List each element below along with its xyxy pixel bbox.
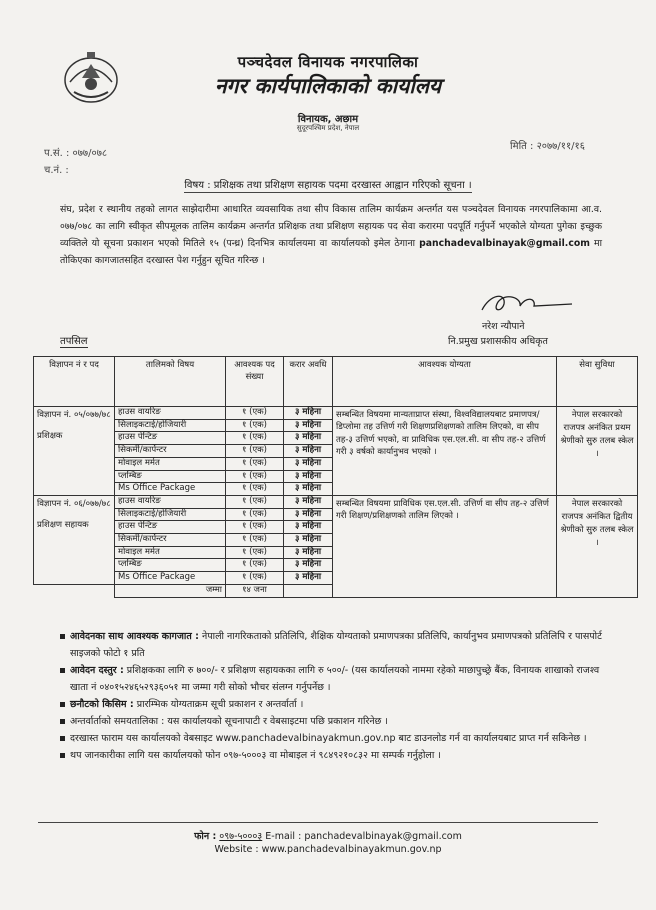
duration-cell: ३ महिना (284, 534, 333, 547)
duration-cell: ३ महिना (284, 572, 333, 585)
subject-cell: हाउस पेन्टिङ (115, 432, 226, 445)
qualification-cell: सम्बन्धित विषयमा प्राविधिक एस.एल.सी. उत्तिर्ण वा सीप तह-२ उत्तिर्ण गरी शिक्षण/प्रशिक्षणको तालिम लिएको । (333, 495, 557, 597)
footer-email-label: E-mail : (265, 831, 302, 842)
count-cell: १ (एक) (226, 407, 284, 420)
office-name: नगर कार्यपालिकाको कार्यालय (214, 74, 442, 98)
list-item: थप जानकारीका लागि यस कार्यालयको फोन ०९७-५०००३ वा मोबाइल नं ९८४९२१०८३२ मा सम्पर्क गर्नुहोला । (60, 747, 620, 764)
count-cell: १ (एक) (226, 521, 284, 534)
post-name: प्रशिक्षण सहायक (37, 519, 89, 530)
col-benefit: सेवा सुविधा (557, 357, 638, 407)
subject-cell: मोवाइल मर्मत (115, 546, 226, 559)
count-cell: १ (एक) (226, 432, 284, 445)
table-row (34, 495, 638, 508)
subject-cell: सिलाइकटाई/होजियारी (115, 419, 226, 432)
duration-cell: ३ महिना (284, 445, 333, 458)
col-adv: विज्ञापन नं र पद (34, 357, 115, 407)
adv-cell (34, 407, 115, 496)
body-text: संघ, प्रदेश र स्थानीय तहको लागत साझेदारीमा आधारित व्यवसायिक तथा सीप विकास तालिम कार्यक्रम अन्तर्गत यस पञ्चदेवल विनायक नगरपालिकामा आ.व. ०७७/०७८ का लागि स्वीकृत सीपमूलक तालिम कार्यक्रम अन्तर्गत प्रशिक्षक तथा प्रशिक्षण सहायक पद सेवा करारमा पदपूर्ति गर्नुपर्ने भएकोले योग्यता पुगेका इच्छुक व्यक्तिले यो सूचना प्रकाशन भएको मितिले १५ (पन्ध्र) दिनभित्र कार्यालयमा वा कार्यालयको इमेल ठेगाना (60, 204, 602, 249)
subject-cell: हाउस पेन्टिङ (115, 521, 226, 534)
count-cell: १ (एक) (226, 495, 284, 508)
count-cell: १ (एक) (226, 572, 284, 585)
notice-date: मिति : २०७७/११/१६ (510, 141, 585, 152)
total-label: जम्मा (115, 584, 226, 597)
office-address: सुदूरपश्चिम प्रदेश, नेपाल (296, 124, 360, 132)
count-cell: १ (एक) (226, 483, 284, 496)
signer-name: नरेश न्यौपाने (482, 321, 525, 332)
body-email: panchadevalbinayak@gmail.com (419, 238, 590, 249)
subject-cell: प्लम्बिङ (115, 559, 226, 572)
subject-cell: प्लम्बिङ (115, 470, 226, 483)
count-cell: १ (एक) (226, 534, 284, 547)
table-row (34, 407, 638, 420)
subject-cell: सिलाइकटाई/होजियारी (115, 508, 226, 521)
body-text-end: मा तोकिएका कागजातसहित दरखास्त पेश गर्नुहुन सूचित गरिन्छ । (60, 238, 602, 266)
count-cell: १ (एक) (226, 508, 284, 521)
reference-number: प.सं. : ०७७/०७८ (44, 148, 108, 159)
benefit-cell: नेपाल सरकारको राजपत्र अनंकित प्रथम श्रेणीको सुरु तलब स्केल । (557, 407, 638, 496)
subject-cell: हाउस वायरिङ (115, 495, 226, 508)
footer-phone-label: फोन : (194, 831, 217, 842)
footer-website-label: Website : (214, 844, 259, 855)
duration-cell: ३ महिना (284, 483, 333, 496)
duration-cell: ३ महिना (284, 407, 333, 420)
post-name: प्रशिक्षक (37, 431, 63, 441)
adv-number: विज्ञापन नं. ०५/०७७/७८ (37, 410, 111, 420)
subject-cell: सिकर्मी/कार्पेन्टर (115, 445, 226, 458)
duration-cell: ३ महिना (284, 521, 333, 534)
count-cell: १ (एक) (226, 457, 284, 470)
adv-cell (34, 495, 115, 584)
list-item: अन्तर्वार्ताको समयतालिका : यस कार्यालयको सूचनापाटी र वेबसाइटमा पछि प्रकाशन गरिनेछ । (60, 713, 620, 730)
benefit-cell: नेपाल सरकारको राजपत्र अनंकित द्वितीय श्रेणीको सुरु तलब स्केल । (557, 495, 638, 597)
vacancy-table (33, 356, 638, 598)
subject-cell: हाउस वायरिङ (115, 407, 226, 420)
municipality-name: पञ्चदेवल विनायक नगरपालिका (237, 53, 419, 71)
details-heading: तपसिल (60, 333, 88, 348)
table-header-row (34, 357, 638, 407)
count-cell: १ (एक) (226, 419, 284, 432)
footer-website[interactable]: www.panchadevalbinayakmun.gov.np (261, 844, 442, 855)
dispatch-number: च.नं. : (44, 165, 69, 176)
list-item: आवेदन दस्तुर : प्रशिक्षकका लागि रु ७००/- र प्रशिक्षण सहायकका लागि रु ५००/- (यस कार्यालयको नाममा रहेको माछापुच्छ्रे बैंक, विनायक शाखाको राजश्व खाता नं ०४०१५२४६५२९३६०५१ मा जम्मा गरी सोको भौचर संलग्न गर्नुपर्नेछ । (60, 662, 620, 696)
list-item: छनौटको किसिम : प्रारम्भिक योग्यताक्रम सूची प्रकाशन र अन्तर्वार्ता । (60, 696, 620, 713)
adv-number: विज्ञापन नं. ०६/०७७/७८ (37, 498, 111, 509)
subject-cell: सिकर्मी/कार्पेन्टर (115, 534, 226, 547)
footer-website-line (0, 844, 656, 855)
duration-cell: ३ महिना (284, 470, 333, 483)
footer-phone: ०९७-५०००३ (219, 831, 263, 842)
notice-body (60, 201, 602, 269)
duration-cell: ३ महिना (284, 432, 333, 445)
footer-email[interactable]: panchadevalbinayak@gmail.com (304, 831, 462, 842)
duration-cell: ३ महिना (284, 419, 333, 432)
subject-cell: Ms Office Package (115, 483, 226, 496)
count-cell: १ (एक) (226, 546, 284, 559)
qualification-cell: सम्बन्धित विषयमा मान्यताप्राप्त संस्था, विश्वविद्यालयबाट प्रमाणपत्र/डिप्लोमा तह उत्तिर्ण गरी शिक्षणप्रशिक्षणको तालिम लिएको, वा सीप तह-३ उत्तिर्ण भएको, वा प्राविधिक एस.एल.सी. वा सीप तह-२ उत्तिर्ण गरी ३ वर्षको कार्यानुभव भएको । (333, 407, 557, 496)
count-cell: १ (एक) (226, 445, 284, 458)
duration-cell: ३ महिना (284, 495, 333, 508)
count-cell: १ (एक) (226, 559, 284, 572)
notes-list (60, 628, 620, 764)
subject-cell: मोवाइल मर्मत (115, 457, 226, 470)
footer-divider (38, 822, 598, 823)
list-item: आवेदनका साथ आवश्यक कागजात : नेपाली नागरिकताको प्रतिलिपि, शैक्षिक योग्यताको प्रमाणपत्रका प्रतिलिपि, कार्यानुभव प्रमाणपत्रको प्रतिलिपि र पासपोर्ट साइजको फोटो १ प्रति (60, 628, 620, 662)
footer-contact (0, 829, 656, 842)
duration-cell: ३ महिना (284, 559, 333, 572)
duration-cell: ३ महिना (284, 546, 333, 559)
subject-cell: Ms Office Package (115, 572, 226, 585)
count-cell: १ (एक) (226, 470, 284, 483)
col-duration: करार अवधि (284, 357, 333, 407)
signer-title: नि.प्रमुख प्रशासकीय अधिकृत (448, 336, 548, 347)
total-value: १४ जना (226, 584, 284, 597)
duration-cell: ३ महिना (284, 457, 333, 470)
duration-cell: ३ महिना (284, 508, 333, 521)
office-location: विनायक, अछाम (297, 114, 359, 125)
list-item: दरखास्त फाराम यस कार्यालयको वेबसाइट www.panchadevalbinayakmun.gov.np बाट डाउनलोड गर्न वा कार्यालयबाट प्राप्त गर्न सकिनेछ । (60, 730, 620, 747)
subject-line: विषय : प्रशिक्षक तथा प्रशिक्षण सहायक पदमा दरखास्त आह्वान गरिएको सूचना । (184, 180, 472, 191)
col-subject: तालिमको विषय (115, 357, 226, 407)
col-qualification: आवश्यक योग्यता (333, 357, 557, 407)
col-count: आवश्यक पद संख्या (226, 357, 284, 407)
signature (476, 288, 576, 320)
